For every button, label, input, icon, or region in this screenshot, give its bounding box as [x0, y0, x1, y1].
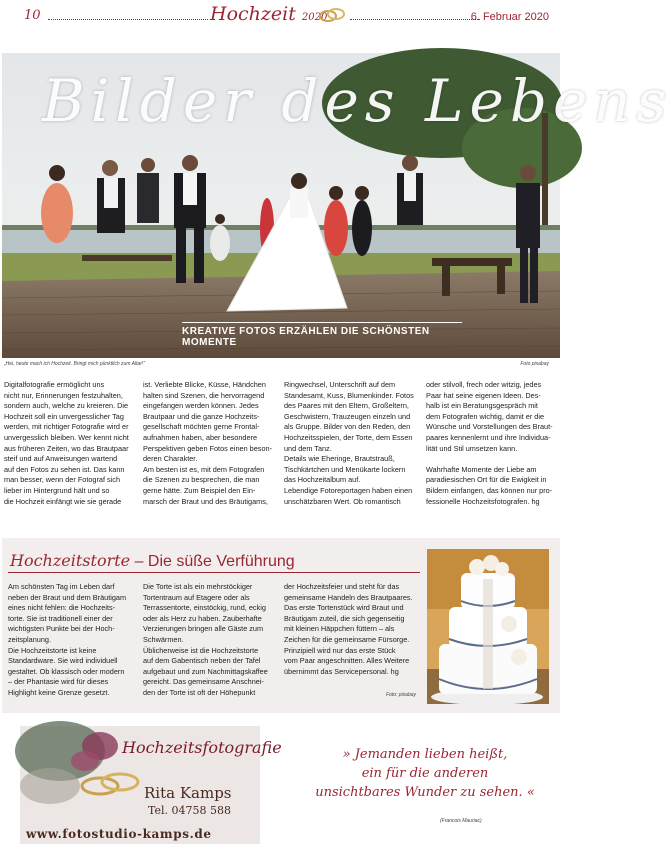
text-line: Wünsche und Vorstellungen des Braut-: [426, 422, 553, 432]
cake-photo-credit: Foto: pixabay: [386, 692, 417, 698]
text-line: Tortentraum auf Etagere oder als: [143, 592, 250, 602]
text-line: die Szenen zu besprechen, die man: [143, 475, 260, 485]
article-column-1: [4, 380, 132, 507]
text-line: Details wie Eheringe, Brautstrauß,: [284, 454, 395, 464]
text-line: Standesamt, Kuss, Blumenkinder. Fotos: [284, 390, 414, 400]
text-line: die Hochzeit einfängt wie sie gerade: [4, 496, 122, 506]
text-line: deren Charakter.: [143, 454, 198, 464]
text-line: Verzierungen bringen alle Gäste zum: [143, 624, 264, 634]
text-line: Schwärmen.: [143, 634, 184, 644]
text-line: aufgebaut und zum Nachmittagskaffee: [143, 666, 268, 676]
text-line: Perspektiven geben Fotos einen beson-: [143, 443, 272, 453]
text-line: gestaltet. Ob klassisch oder modern: [8, 666, 125, 676]
header-logo: [210, 3, 327, 25]
text-line: gemeinsame Handeln des Brautpaares.: [284, 592, 413, 602]
text-line: Hochzeit soll ein unvergesslicher Tag: [4, 411, 124, 421]
page-header: [0, 0, 561, 32]
section-title-rest: – Die süße Verführung: [130, 553, 295, 570]
text-line: und dem Tanz.: [284, 443, 332, 453]
text-line: halb ist ein Beratungsgespräch mit: [426, 401, 538, 411]
text-line: wichtigsten Punkte bei der Hoch-: [8, 624, 115, 634]
text-line: Am schönsten Tag im Leben darf: [8, 582, 115, 591]
text-line: paares kennenlernt und ihre Individua-: [426, 432, 551, 442]
cake-column-3: [284, 582, 422, 677]
ad-website-link[interactable]: www.fotostudio-kamps.de: [26, 827, 212, 841]
text-line: Die Hochzeitstorte ist keine: [8, 645, 97, 655]
hero-subtitle: KREATIVE FOTOS ERZÄHLEN DIE SCHÖNSTEN MOMENTE: [182, 322, 462, 348]
text-line: Lebendige Fotoreportagen haben einen: [284, 485, 413, 495]
text-line: Paar hat seine eigenen Ideen. Des-: [426, 390, 541, 400]
text-line: übernimmt das Servicepersonal. hg: [284, 666, 399, 676]
header-dotted-line-left: [48, 19, 208, 20]
text-line: paradiesischen Ort für die Ewigkeit in: [426, 475, 547, 485]
text-line: Digitalfotografie ermöglicht uns: [4, 380, 105, 389]
text-line: neben der Braut und dem Bräutigam: [8, 592, 127, 602]
text-line: unvergesslich bleiben. Wer kennt nicht: [4, 432, 129, 442]
text-line: aus früheren Zeiten, wo das Brautpaar: [4, 443, 129, 453]
section-title: [10, 551, 295, 571]
text-line: den der Torte ist oft der Höhepunkt: [143, 687, 256, 697]
text-line: als Gruppe. Bilder von den Reden, den: [284, 422, 411, 432]
text-line: werden, mit richtiger Fotografie wird er: [4, 422, 129, 432]
text-line: gesellschaft möchten gerne Frontal-: [143, 422, 260, 432]
text-line: halten sind Szenen, die hervorragend: [143, 390, 265, 400]
section-title-script: Hochzeitstorte: [10, 551, 131, 570]
text-line: zeitsplanung.: [8, 634, 52, 644]
text-line: sondern auch, welche zu kreieren. Die: [4, 401, 129, 411]
text-line: Terrassentorte, einstöckig, rund, eckig: [143, 603, 266, 613]
text-line: der Hochzeitsfeier und steht für das: [284, 582, 400, 591]
photo-caption: „Hei, heute mach ich Hochzeit. Bringt mich pünktlich zum Altar!“: [4, 361, 145, 367]
text-line: unschätzbaren Wert. Ob romantisch: [284, 496, 401, 506]
text-line: Zeichen für die gemeinsame Fürsorge.: [284, 634, 410, 644]
hero-photo: [2, 53, 672, 358]
text-line: lieber im Hintergrund hält und so: [4, 485, 110, 495]
text-line: eingefangen werden können. Jedes: [143, 401, 259, 411]
article-column-2: [143, 380, 278, 507]
quote-line: unsichtbares Wunder zu sehen. «: [315, 785, 535, 800]
issue-date: 6. Februar 2020: [470, 11, 549, 23]
text-line: Tischkärtchen und Menükarte lockern: [284, 464, 406, 474]
text-line: oder stilvoll, frech oder witzig, jedes: [426, 380, 542, 389]
cake-column-1: [8, 582, 138, 699]
text-line: vom Paar angeschnitten. Alles Weitere: [284, 656, 410, 666]
text-line: eines nicht fehlen: die Hochzeits-: [8, 603, 116, 613]
article-column-3: [284, 380, 419, 507]
text-line: Brautpaar und die ganze Hochzeits-: [143, 411, 260, 421]
wedding-cake-photo: [427, 549, 549, 704]
text-line: auf dem Gabentisch neben der Tafel: [143, 656, 261, 666]
quote-line: » Jemanden lieben heißt,: [342, 747, 508, 762]
ad-title: Hochzeitsfotografie: [122, 738, 282, 757]
text-line: Bildern einfangen, das können nur pro-: [426, 485, 553, 495]
text-line: torte. Sie ist traditionell einer der: [8, 613, 113, 623]
section-divider: [8, 572, 420, 573]
header-dotted-line-right: [350, 19, 480, 20]
text-line: fessionelle Hochzeitsfotografen. hg: [426, 496, 540, 506]
text-line: aufnahmen haben, aber besondere: [143, 432, 258, 442]
text-line: ist. Verliebte Blicke, Küsse, Händchen: [143, 380, 266, 389]
text-line: Das erste Tortenstück wird Braut und: [284, 603, 404, 613]
text-line: Am besten ist es, mit dem Fotografen: [143, 464, 265, 474]
text-line: Wahrhafte Momente der Liebe am: [426, 464, 537, 474]
logo-year: 2020: [301, 12, 328, 23]
text-line: gereicht. Das gemeinsame Anschnei-: [143, 677, 264, 687]
text-line: marsch der Braut und des Bräutigams,: [143, 496, 268, 506]
article-column-4: [426, 380, 560, 507]
ad-phone[interactable]: Tel. 04758 588: [148, 804, 231, 817]
ad-photographer-name: Rita Kamps: [144, 784, 232, 802]
quote-line: ein für die anderen: [361, 766, 489, 781]
text-line: des Paares mit den Eltern, Großeltern,: [284, 401, 409, 411]
text-line: auf den Fotos zu sehen ist. Das kann: [4, 464, 125, 474]
text-line: das Hochzeitalbum auf.: [284, 475, 361, 485]
text-line: nicht nur, Erinnerungen festzuhalten,: [4, 390, 123, 400]
text-line: man besser, wenn der Fotograf sich: [4, 475, 120, 485]
hero-title: Bilder des Lebens: [42, 67, 672, 135]
text-line: lität und Stil umsetzen kann.: [426, 443, 518, 453]
cake-column-2: [143, 582, 278, 699]
text-line: gerne hätte. Zum Beispiel den Ein-: [143, 485, 256, 495]
logo-text: Hochzeit: [210, 3, 296, 25]
text-line: Bräutigam zuteil, die sich gegenseitig: [284, 613, 405, 623]
text-line: Highlight keine Grenze gesetzt.: [8, 687, 110, 697]
text-line: Prinzipiell wird nur das erste Stück: [284, 645, 396, 655]
quote-author: (Francois Mauriac): [440, 818, 482, 824]
text-line: Die Torte ist als ein mehrstöckiger: [143, 582, 253, 591]
photo-credit: Foto pixabay: [520, 361, 549, 367]
love-quote: [300, 745, 550, 802]
text-line: Ringwechsel, Unterschrift auf dem: [284, 380, 396, 389]
text-line: – der Phantasie wird für dieses: [8, 677, 109, 687]
text-line: oder als Herz zu haben. Zauberhafte: [143, 613, 262, 623]
text-line: steif und auf Anweisungen wartend: [4, 454, 118, 464]
text-line: Standardware. Sie wird individuell: [8, 656, 118, 666]
text-line: Üblicherweise ist die Hochzeitstorte: [143, 645, 259, 655]
text-line: mit kleinen Häppchen füttern – als: [284, 624, 395, 634]
text-line: dem Fotografen wichtig, damit er die: [426, 411, 545, 421]
page-number: 10: [24, 8, 41, 23]
text-line: Geschwistern, Trauzeugen einzeln und: [284, 411, 411, 421]
text-line: Hochzeitsspielen, der Torte, dem Essen: [284, 432, 413, 442]
wedding-rings-icon: [318, 6, 346, 24]
photographer-advertisement[interactable]: [20, 726, 282, 844]
